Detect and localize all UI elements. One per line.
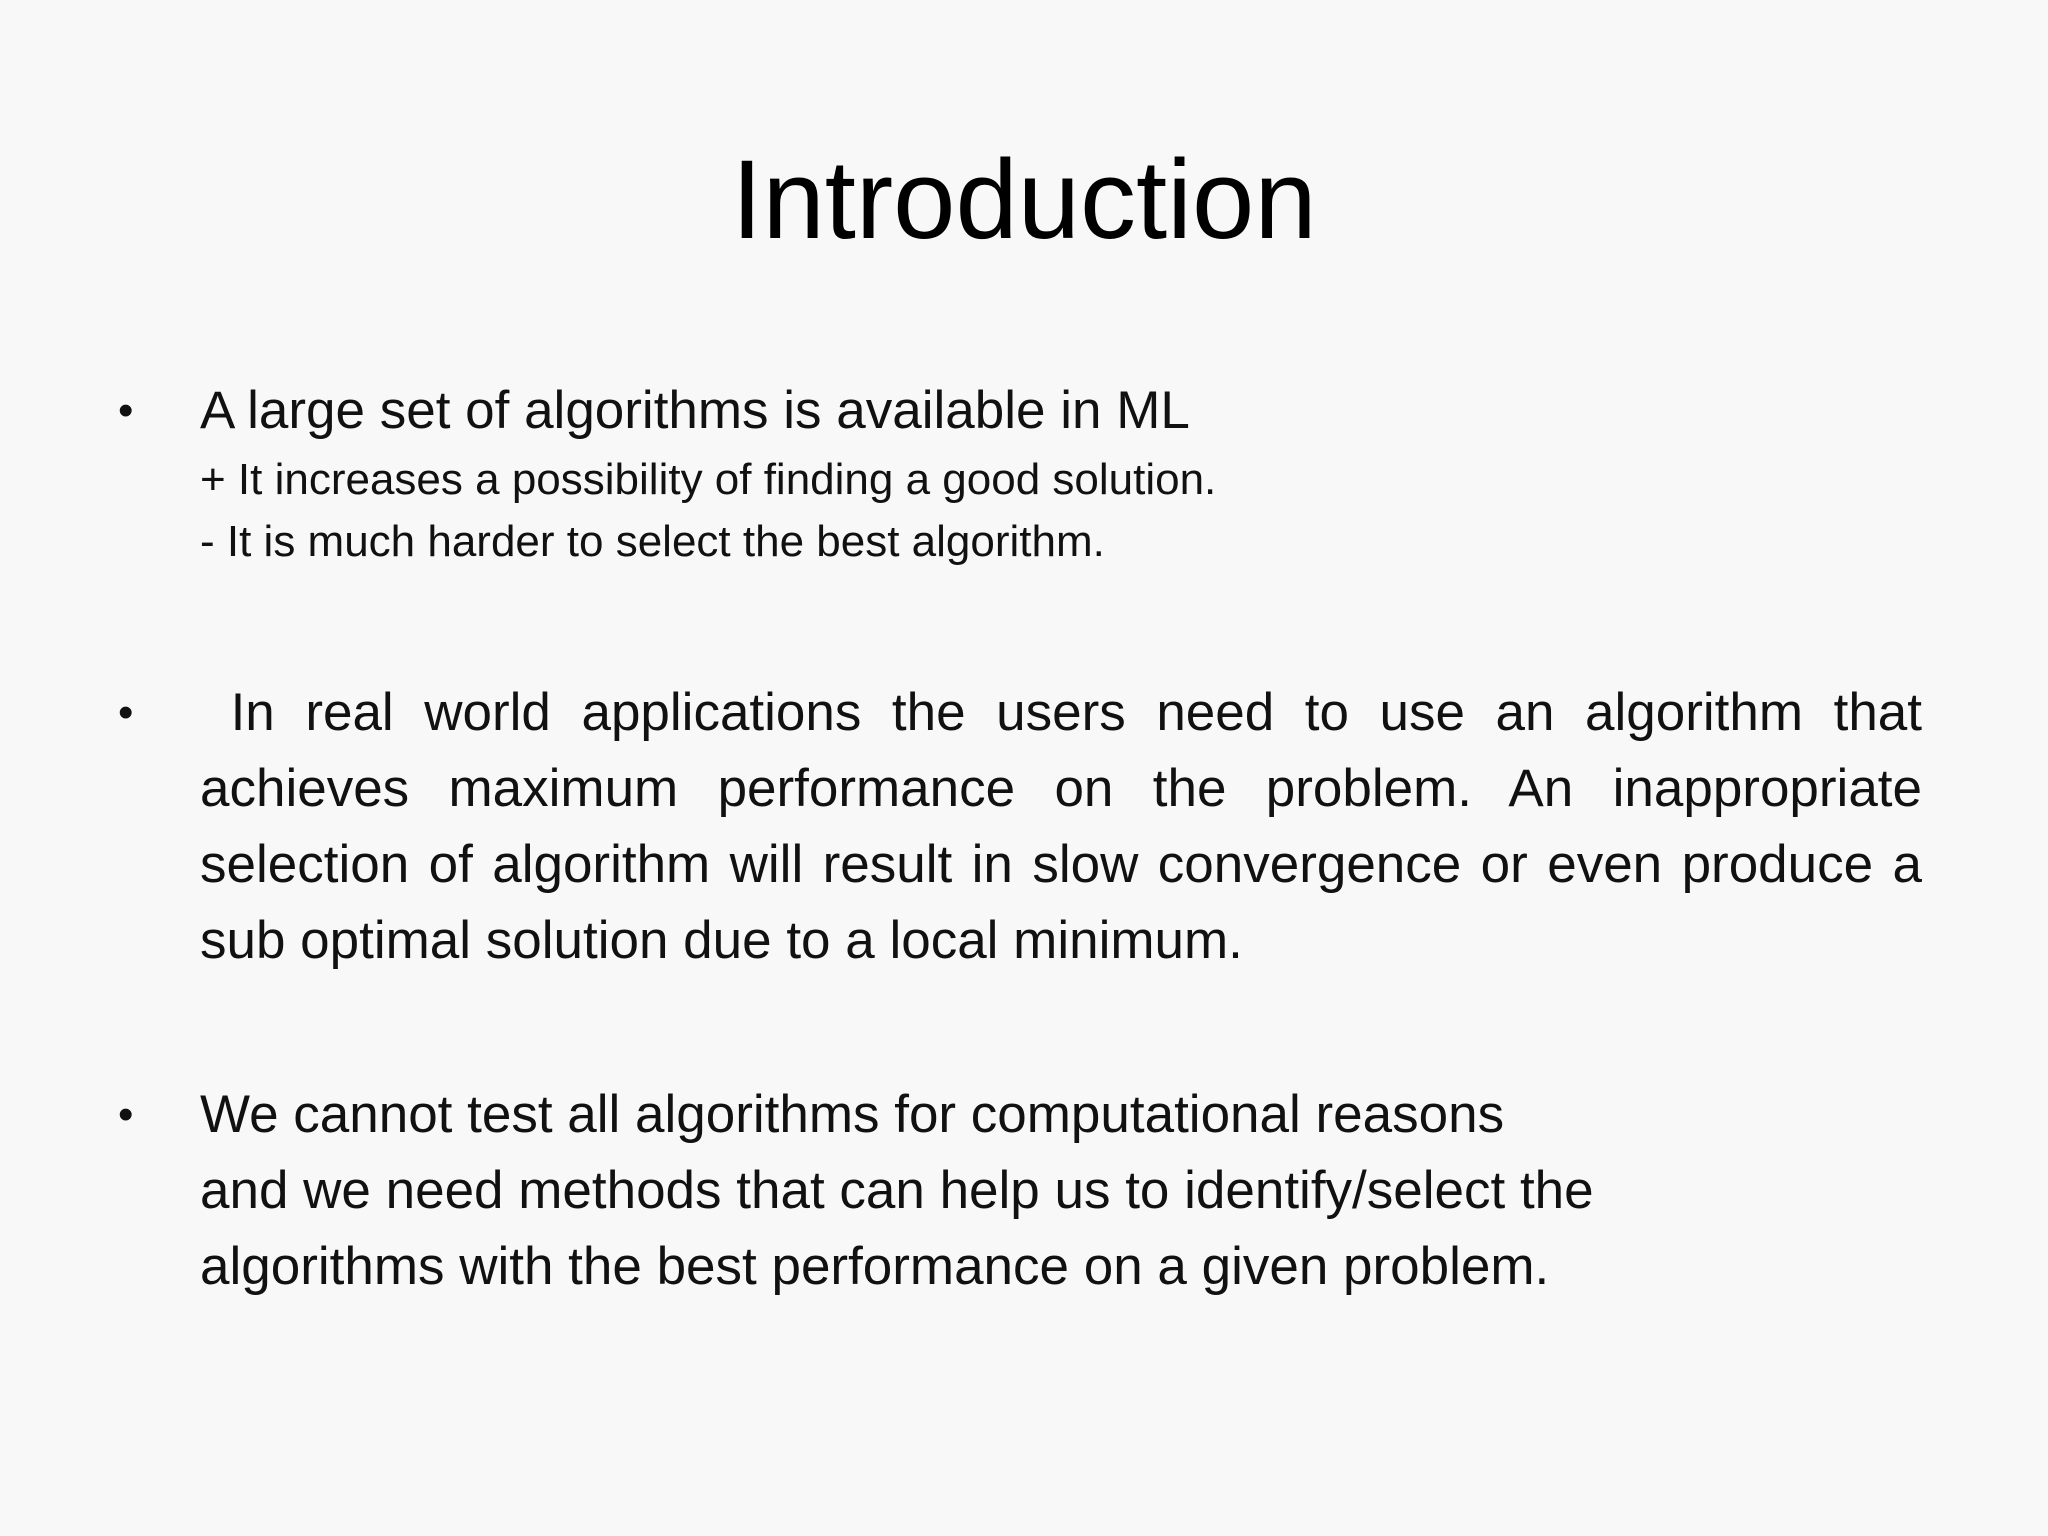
bullet-text-line-1: We cannot test all algorithms for computational reasons: [200, 1085, 1505, 1144]
bullet-subpoint-con: - It is much harder to select the best algorithm.: [200, 517, 1105, 566]
bullet-text-line-2: and we need methods that can help us to identify/select the: [200, 1161, 1594, 1220]
bullet-text-line-3: algorithms with the best performance on a given problem.: [200, 1237, 1550, 1296]
bullet-item-cannot-test-all: [118, 1077, 1922, 1305]
bullet-text: In real world applications the users need to use an algorithm that achieves maximum performance on the problem. An inappropriate selection of algorithm will result in slow convergence or even produce a sub optimal solution due to a local minimum.: [200, 683, 1937, 970]
bullet-subpoint-pro: + It increases a possibility of finding a good solution.: [200, 455, 1217, 504]
bullet-item-real-world-applications: [118, 675, 1937, 979]
bullet-item-algorithms-available: [118, 373, 1922, 573]
slide-title: Introduction: [731, 137, 1317, 262]
bullet-text: A large set of algorithms is available in ML: [200, 381, 1190, 440]
bullet-icon: •: [118, 1090, 134, 1139]
bullet-icon: •: [118, 688, 134, 737]
bullet-icon: •: [118, 386, 134, 435]
